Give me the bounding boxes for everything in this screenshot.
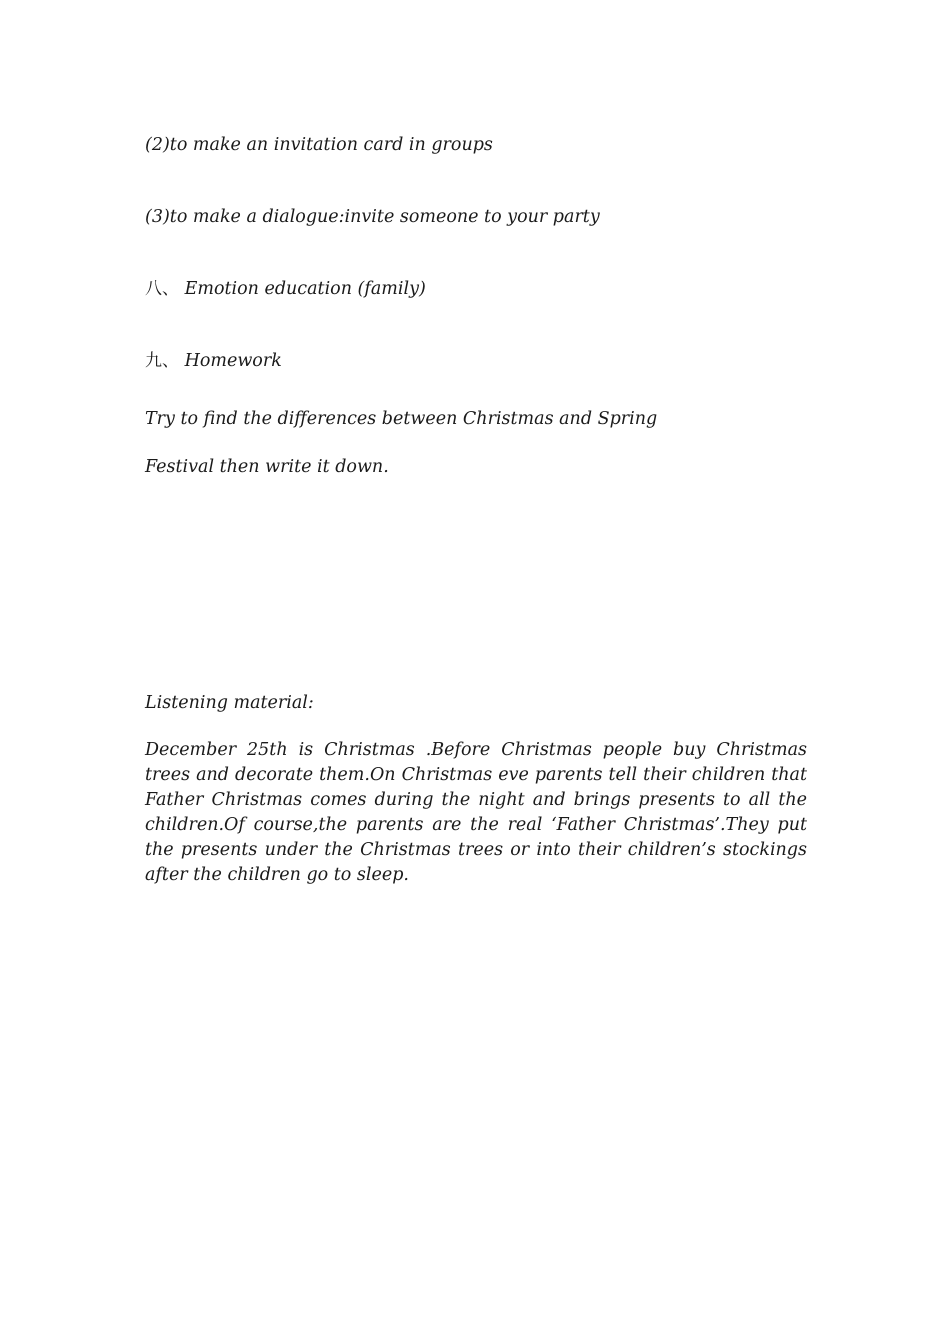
section-title: Homework [184,351,282,371]
listening-material-label: Listening material: [145,693,314,713]
section-number: 八、 [145,279,179,299]
activity-item-invitation-card: (2)to make an invitation card in groups [145,135,493,155]
homework-text-line-1: Try to find the differences between Christmas and Spring [145,409,658,429]
homework-text-line-2: Festival then write it down. [145,457,389,477]
section-title: Emotion education (family) [184,279,426,299]
section-number: 九、 [145,351,179,371]
activity-item-dialogue: (3)to make a dialogue:invite someone to your party [145,207,600,227]
section-heading-emotion [145,277,426,301]
section-heading-homework [145,349,282,373]
listening-material-paragraph: December 25th is Christmas .Before Christmas people buy Christmas trees and decorate them.On Christmas eve parents tell their children that Father Christmas comes during the night and brings presents to all the children.Of course,the parents are the real ‘Father Christmas’.They put the presents under the Christmas trees or into their children’s stockings after the children go to sleep. [145,740,807,885]
